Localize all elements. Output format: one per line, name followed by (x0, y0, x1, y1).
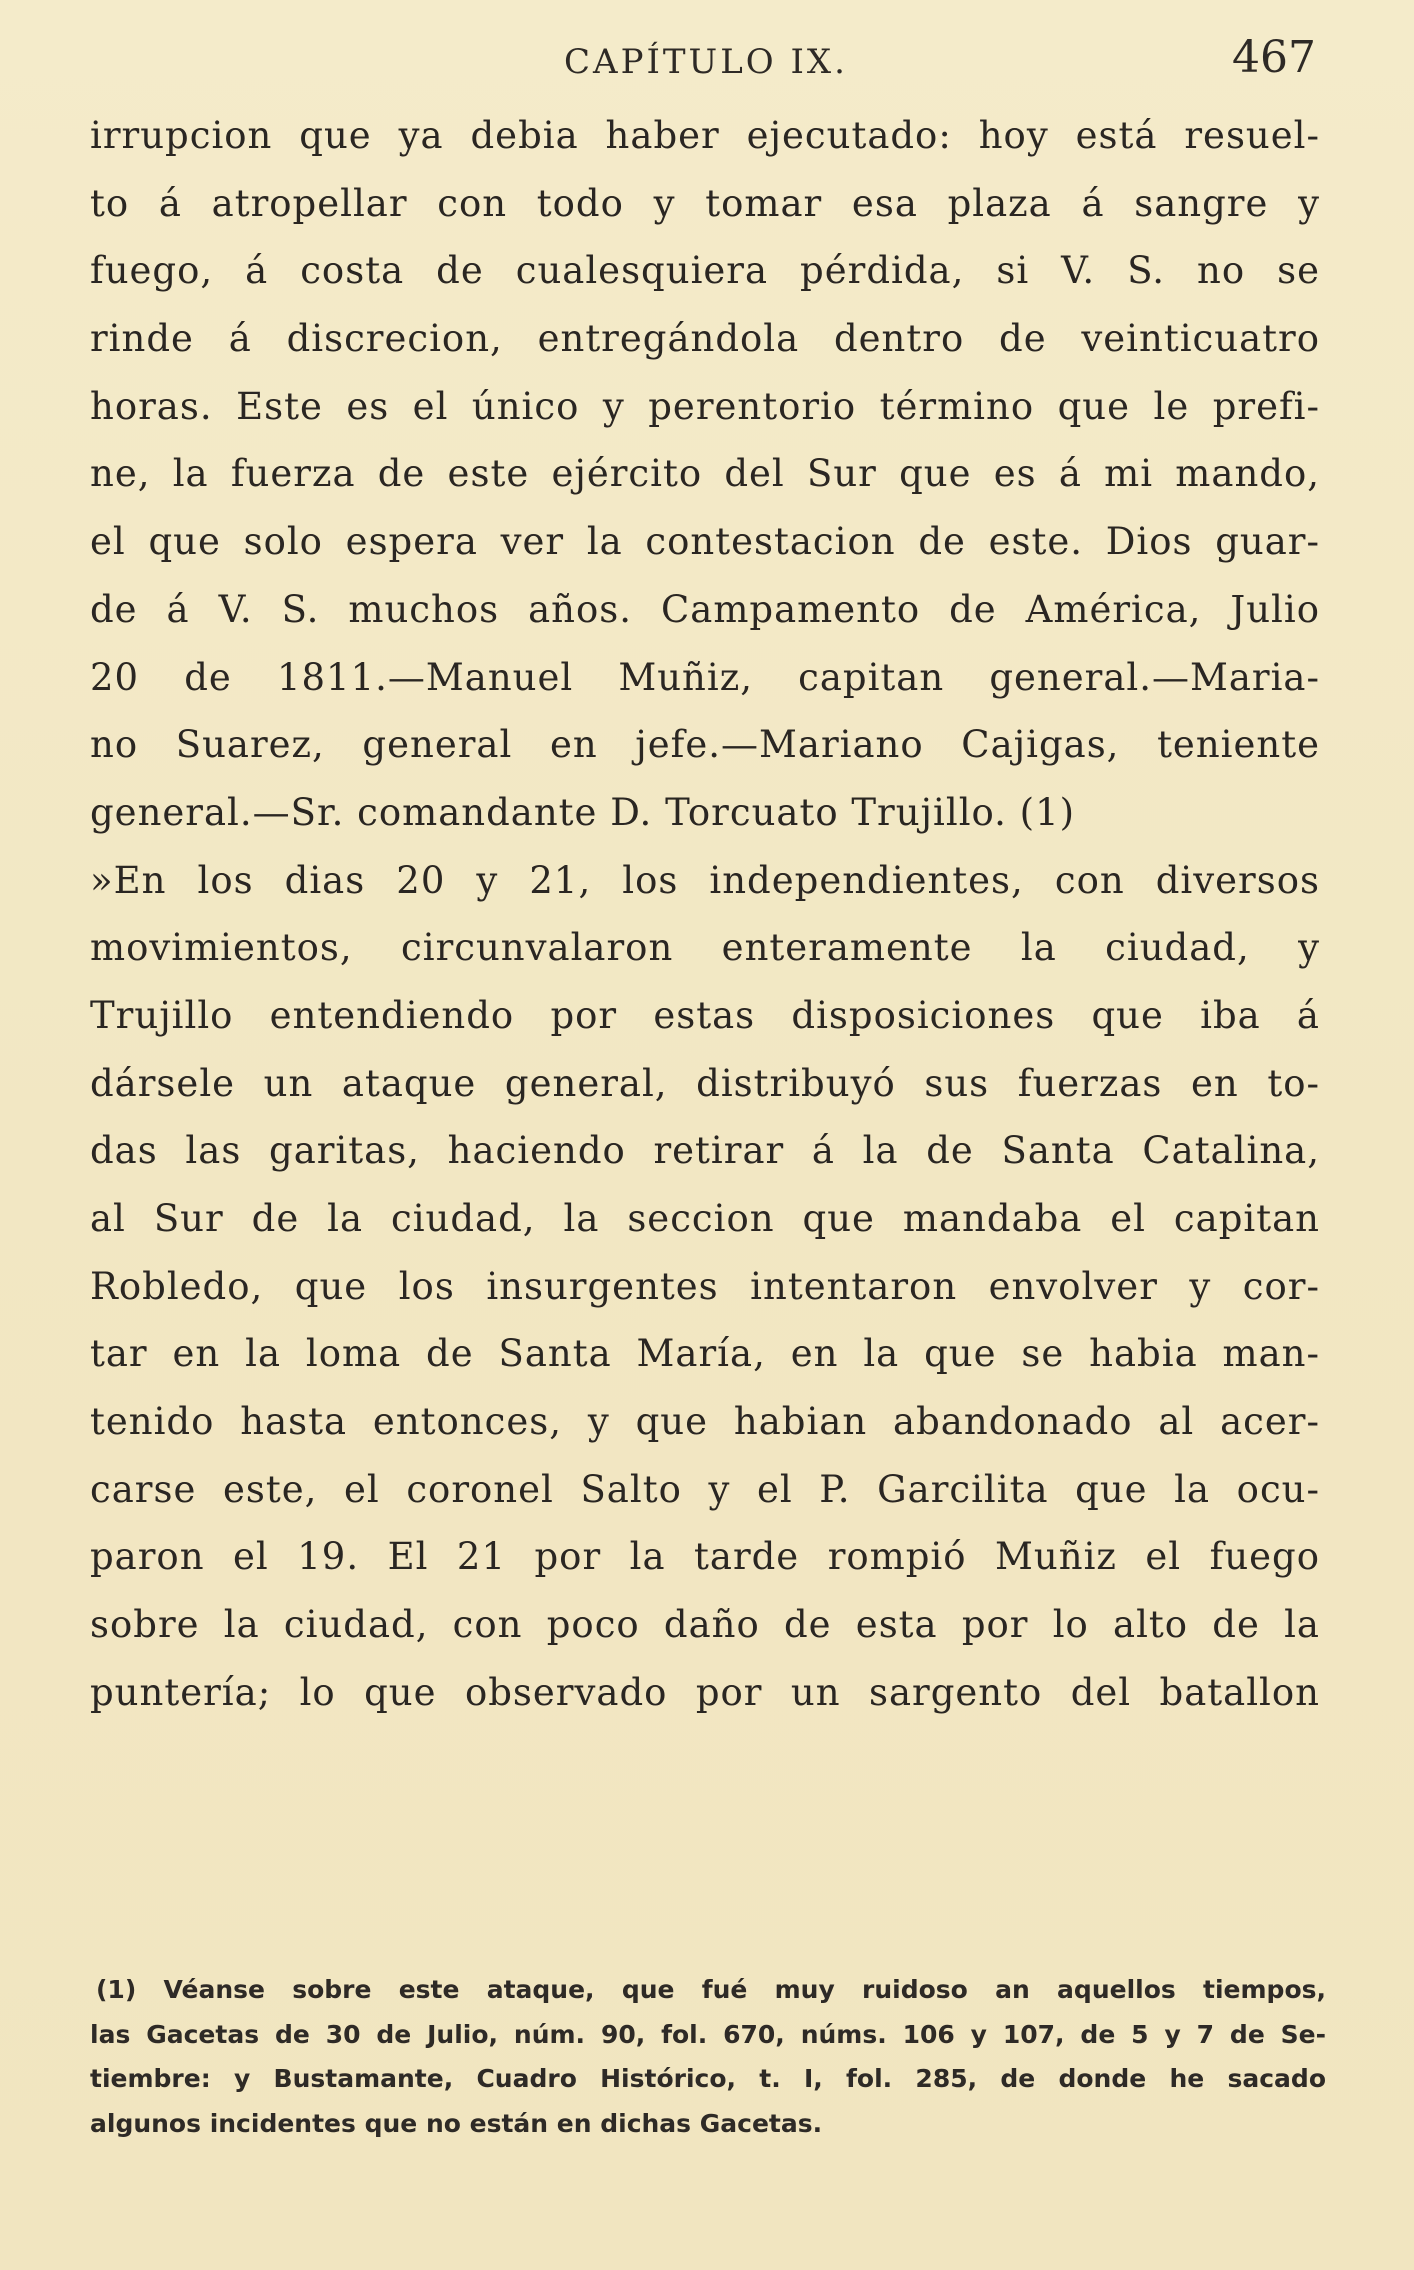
text-line: tenido hasta entonces, y que habian abandonado al acer- (90, 1400, 1320, 1444)
footnote-line: las Gacetas de 30 de Julio, núm. 90, fol. 670, núms. 106 y 107, de 5 y 7 de Se- (90, 2019, 1326, 2049)
text-line: dársele un ataque general, distribuyó sus fuerzas en to- (90, 1061, 1320, 1105)
text-line: horas. Este es el único y perentorio término que le prefi- (90, 384, 1320, 428)
text-line: sobre la ciudad, con poco daño de esta por lo alto de la (90, 1603, 1320, 1647)
text-line: Robledo, que los insurgentes intentaron envolver y cor- (90, 1264, 1320, 1308)
text-line: rinde á discrecion, entregándola dentro de veinticuatro (90, 317, 1320, 361)
text-line: ne, la fuerza de este ejército del Sur que es á mi mando, (90, 452, 1320, 496)
text-line: de á V. S. muchos años. Campamento de América, Julio (90, 587, 1320, 631)
running-header (0, 28, 1320, 88)
text-line: tar en la loma de Santa María, en la que se habia man- (90, 1332, 1320, 1376)
text-line: paron el 19. El 21 por la tarde rompió Muñiz el fuego (90, 1535, 1320, 1579)
text-line: fuego, á costa de cualesquiera pérdida, si V. S. no se (90, 249, 1320, 293)
text-line: 20 de 1811.—Manuel Muñiz, capitan general.—Maria- (90, 655, 1320, 699)
text-line: das las garitas, haciendo retirar á la de Santa Catalina, (90, 1129, 1320, 1173)
chapter-title: CAPÍTULO IX. (564, 42, 848, 82)
text-line: puntería; lo que observado por un sargento del batallon (90, 1670, 1320, 1714)
text-line: al Sur de la ciudad, la seccion que mandaba el capitan (90, 1197, 1320, 1240)
text-line: carse este, el coronel Salto y el P. Garcilita que la ocu- (90, 1467, 1320, 1511)
text-line: no Suarez, general en jefe.—Mariano Cajigas, teniente (90, 723, 1320, 767)
body-text (90, 102, 1320, 1762)
footnote-line: (1) Véanse sobre este ataque, que fué muy ruidoso an aquellos tiempos, (96, 1975, 1326, 2004)
footnote-line: tiembre: y Bustamante, Cuadro Histórico, t. I, fol. 285, de donde he sacado (90, 2064, 1326, 2093)
footnote (90, 1968, 1326, 2208)
footnote-line: algunos incidentes que no están en dichas Gacetas. (90, 2108, 823, 2138)
text-line: movimientos, circunvalaron enteramente la ciudad, y (90, 926, 1320, 970)
text-line: to á atropellar con todo y tomar esa plaza á sangre y (90, 181, 1320, 225)
text-line: irrupcion que ya debia haber ejecutado: hoy está resuel- (90, 114, 1320, 157)
text-line: el que solo espera ver la contestacion de este. Dios guar- (90, 520, 1320, 564)
text-line: general.—Sr. comandante D. Torcuato Trujillo. (1) (90, 790, 1076, 834)
text-line: Trujillo entendiendo por estas disposiciones que iba á (90, 993, 1320, 1037)
text-line: »En los dias 20 y 21, los independientes, con diversos (90, 858, 1320, 902)
page-number: 467 (1232, 32, 1316, 83)
